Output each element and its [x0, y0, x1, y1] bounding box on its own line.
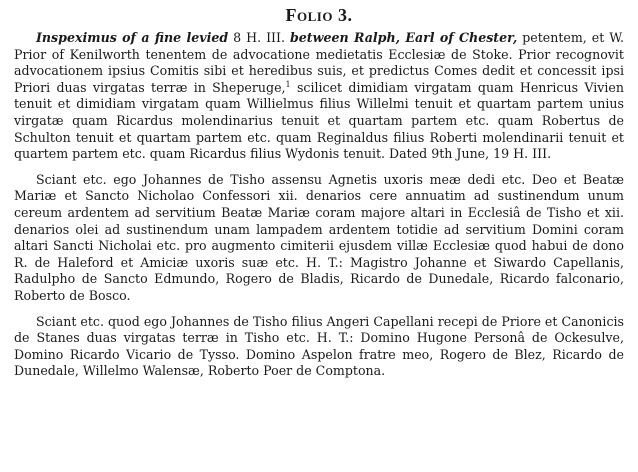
- paragraph-sciant-1: Sciant etc. ego Johannes de Tisho assensu Agnetis uxoris meæ dedi etc. Deo et Beatæ Mariæ et Sancto Nicholao Confessori xii. denarios cere annuatim ad sustinendum unum cereum ardentem ad servitium Beatæ Mariæ coram majore altari in Ecclesiâ de Tisho et xii. denarios olei ad sustinendum unam lampadem ardentem totidie ad servitium Domini coram altari Sancti Nicholai etc. pro augmento cimiterii ejusdem villæ Ecclesiæ quod habui de dono R. de Haleford et Amiciæ uxoris suæ etc. H. T.: Magistro Johanne et Siwardo Capellanis, Radulpho de Sancto Edmundo, Rogero de Bladis, Ricardo de Dunedale, Ricardo falconario, Roberto de Bosco.: [14, 171, 624, 303]
- inspeximus-body-a: petentem, et W. Prior of Kenilworth tenentem de advocatione medietatis Ecclesiæ de Stoke. Prior recognovit advocationem ipsius Comitis sibi et heredibus suis, et predictus Comes dedit et concessit ipsi Priori duas virgatas terræ in Sheperuge,: [14, 30, 624, 95]
- inspeximus-parties: between Ralph, Earl of Chester,: [289, 30, 518, 45]
- paragraph-sciant-2: Sciant etc. quod ego Johannes de Tisho filius Angeri Capellani recepi de Priore et Canonicis de Stanes duas virgatas terræ in Tisho etc. H. T.: Domino Hugone Personâ de Ockesulve, Domino Ricardo Vicario de Tysso. Domino Aspelon fratre meo, Rogero de Blez, Ricardo de Dunedale, Willelmo Walensæ, Roberto Poer de Comptona.: [14, 313, 624, 379]
- folio-heading: Folio 3.: [285, 5, 353, 25]
- footnote-mark: 1: [285, 79, 291, 89]
- inspeximus-lead: Inspeximus of a fine levied: [36, 30, 229, 45]
- inspeximus-date: 8 H. III.: [228, 30, 290, 45]
- inspeximus-body-b: scilicet dimidiam virgatam quam Henricus Vivien tenuit et dimidiam virgatam quam Willielmus filius Willelmi tenuit et quartam partem unius virgatæ quam Ricardus molendinarius tenuit et quartam partem etc. quam Robertus de Schulton tenuit et quartam partem etc. quam Reginaldus filius Roberti molendinarii tenuit et quartem partem etc. quam Ricardus filius Wydonis tenuit. Dated 9th June, 19 H. III.: [14, 79, 624, 162]
- paragraph-inspeximus: [14, 30, 624, 163]
